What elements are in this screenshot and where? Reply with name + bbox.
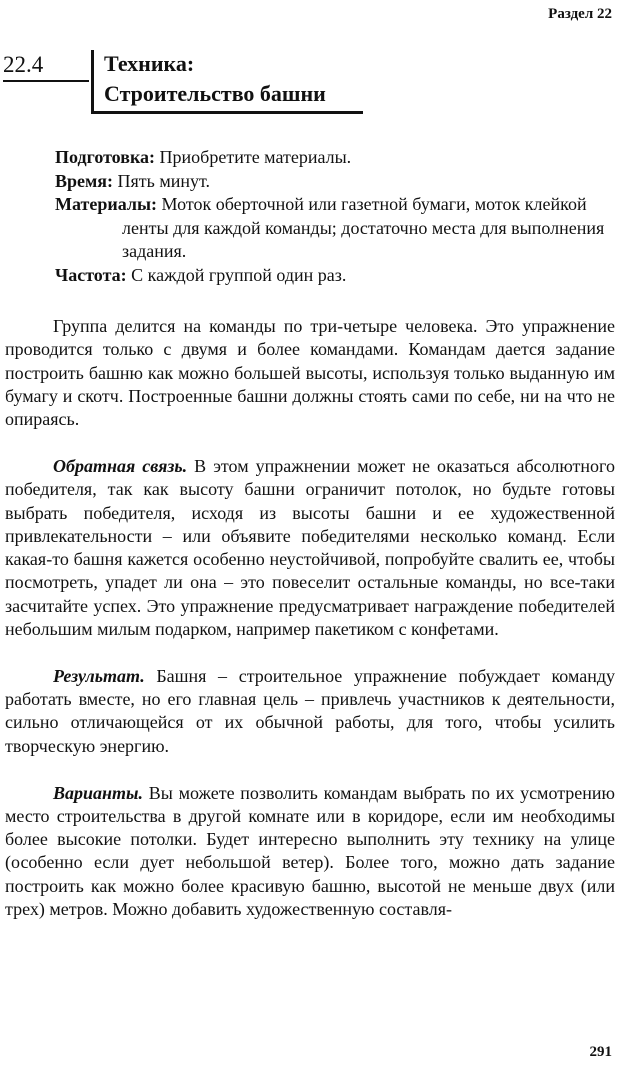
title-vertical-rule xyxy=(91,50,94,113)
paragraph-lead: Результат. xyxy=(53,665,145,686)
meta-value: Моток оберточной или газетной бумаги, моток клейкой ленты для каждой команды; достаточно места для выполнения задания. xyxy=(122,194,605,261)
meta-key: Материалы: xyxy=(55,194,158,214)
meta-value: Пять минут. xyxy=(117,170,211,191)
meta-frequency xyxy=(55,264,615,288)
section-title-line-2: Строительство башни xyxy=(104,81,326,106)
meta-value: Приобретите материалы. xyxy=(159,147,352,167)
meta-materials xyxy=(55,193,615,264)
meta-time xyxy=(55,170,615,194)
exercise-meta xyxy=(55,146,615,287)
paragraph-text: Вы можете позволить командам выбрать по их усмотрению место строительства в другой комнате или в коридоре, если им необходимы более высокие потолки. Будет интересно выполнить эту технику на улице (особенно если дует небольшой ветер). Более того, можно дать задание построить как можно более красивую башню, высотой не меньше двух (или трех) метров. Можно добавить художественную составля- xyxy=(5,782,615,920)
paragraph-text: Группа делится на команды по три-четыре человека. Это упражнение проводится только с двумя и более командами. Командам дается задание построить башню как можно большей высоты, используя только выданную им бумагу и скотч. Построенные башни должны стоять сами по себе, ни на что не опираясь. xyxy=(5,316,615,430)
meta-key: Подготовка: xyxy=(55,147,156,167)
paragraph-result xyxy=(5,665,615,758)
page-number: 291 xyxy=(589,1044,612,1060)
paragraph-lead: Обратная связь. xyxy=(53,455,188,476)
paragraph-intro xyxy=(5,315,615,431)
meta-key: Частота: xyxy=(55,264,127,285)
meta-key: Время: xyxy=(55,170,113,191)
paragraph-lead: Варианты. xyxy=(53,782,143,803)
paragraph-text: Башня – строительное упражнение побуждает команду работать вместе, но его главная цель – привлечь участников к деятельности, сильно отличающейся от их обычной работы, для того, чтобы усилить творческую энергию. xyxy=(5,665,615,756)
body-text xyxy=(5,315,615,945)
meta-value: С каждой группой один раз. xyxy=(131,264,347,285)
section-number-underline xyxy=(3,80,89,82)
paragraph-feedback xyxy=(5,455,615,641)
title-horizontal-rule xyxy=(91,111,363,114)
meta-preparation xyxy=(55,146,615,170)
paragraph-variants xyxy=(5,782,615,922)
running-head: Раздел 22 xyxy=(548,6,612,22)
section-title xyxy=(104,49,326,109)
section-title-line-1: Техника: xyxy=(104,51,195,76)
section-number: 22.4 xyxy=(3,52,44,77)
paragraph-text: В этом упражнении может не оказаться абсолютного победителя, так как высоту башни ограничит потолок, но будьте готовы выбрать победителя, исходя из высоты башни и ее художественной привлекательности – или объявите победителями несколько команд. Если какая-то башня кажется особенно неустойчивой, попробуйте свалить ее, чтобы посмотреть, упадет ли она – это повеселит остальные команды, но все-таки засчитайте успех. Это упражнение предусматривает награждение победителей небольшим милым подарком, например пакетиком с конфетами. xyxy=(5,455,615,640)
